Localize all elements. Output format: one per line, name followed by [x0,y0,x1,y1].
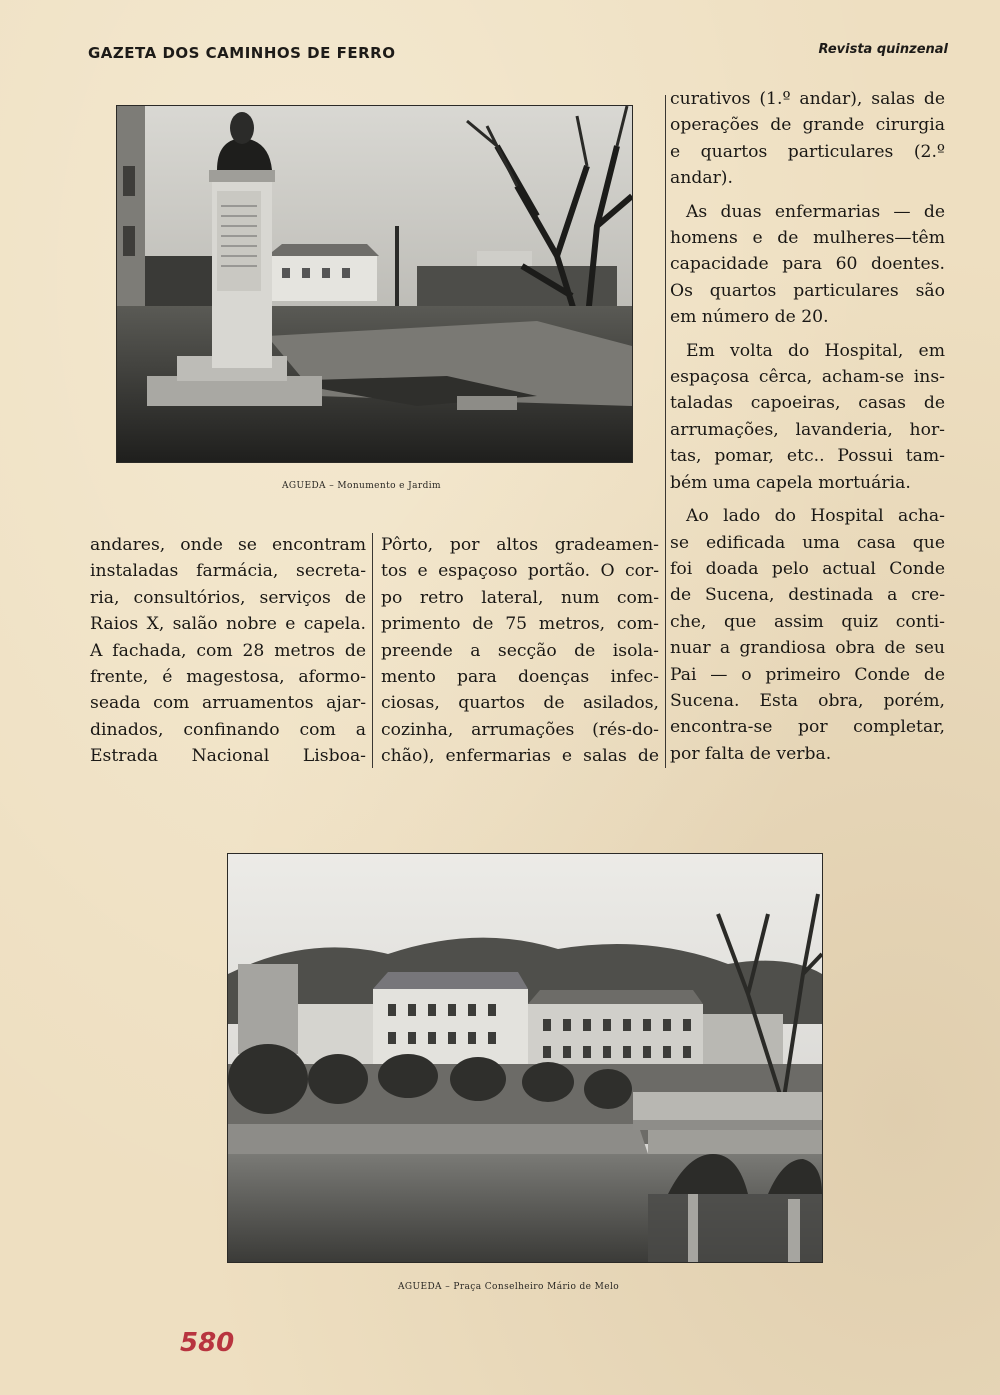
text-line: tos e espaçoso portão. O cor- [381,561,659,582]
text-line: foi doada pelo actual Conde [670,558,945,579]
text-line: As duas enfermarias — de [686,201,945,222]
text-line: curativos (1.º andar), salas de [670,89,945,109]
text-line: homens e de mulheres—têm [670,228,945,249]
text-line: Pôrto, por altos gradeamen- [381,535,659,555]
column-divider [372,533,373,768]
text-line: ciosas, quartos de asilados, [381,693,659,714]
monument-garden-photo [117,106,632,462]
text-line: cozinha, arrumações (rés-do- [381,719,659,740]
text-line: preende a secção de isola- [381,640,659,661]
text-line: po retro lateral, num com- [381,587,659,608]
magazine-subtitle: Revista quinzenal [818,42,948,57]
text-line: por falta de verba. [670,743,832,764]
text-line: e quartos particulares (2.º [670,141,945,162]
text-line: A fachada, com 28 metros de [90,640,366,661]
text-line: frente, é magestosa, aformo- [90,667,366,688]
text-line: andares, onde se encontram [90,535,366,555]
text-line: Em volta do Hospital, em [686,340,945,361]
text-line: nuar a grandiosa obra de seu [670,638,945,659]
text-line: Raios X, salão nobre e capela. [90,614,366,635]
bottom-photo-caption: AGUEDA – Praça Conselheiro Mário de Melo [398,1282,620,1292]
page-number: 580 [180,1328,235,1358]
magazine-title: GAZETA DOS CAMINHOS DE FERRO [88,44,396,62]
text-line: instaladas farmácia, secreta- [90,561,366,582]
text-line: dinados, confinando com a [90,719,366,740]
text-line: de Sucena, destinada a cre- [670,585,945,606]
text-line: Os quartos particulares são [670,280,945,301]
text-line: arrumações, lavanderia, hor- [670,419,945,440]
town-square-bridge-photo [228,854,822,1262]
text-line: Sucena. Esta obra, porém, [670,690,945,711]
text-line: Estrada Nacional Lisboa- [90,746,366,767]
text-line: capacidade para 60 doentes. [670,254,945,275]
text-line: primento de 75 metros, com- [381,614,659,635]
text-line: em número de 20. [670,307,829,328]
text-line: andar). [670,168,733,189]
text-line: che, que assim quiz conti- [670,611,945,632]
text-line: Pai — o primeiro Conde de [670,664,945,685]
text-line: chão), enfermarias e salas de [381,746,659,767]
top-photo-caption: AGUEDA – Monumento e Jardim [282,481,441,491]
text-line: mento para doenças infec- [381,667,659,688]
text-line: seada com arruamentos ajar- [90,693,366,714]
text-column-right [670,86,945,767]
text-line: espaçosa cêrca, acham-se ins- [670,367,945,388]
text-line: tas, pomar, etc.. Possui tam- [670,446,945,467]
text-line: bém uma capela mortuária. [670,472,911,493]
text-column-middle [381,532,659,770]
column-divider [665,95,666,768]
text-line: taladas capoeiras, casas de [670,393,945,414]
text-line: se edificada uma casa que [670,532,945,553]
text-line: operações de grande cirurgia [670,115,945,136]
text-column-left [90,532,366,770]
text-line: encontra-se por completar, [670,717,945,738]
text-line: Ao lado do Hospital acha- [686,506,945,527]
text-line: ria, consultórios, serviços de [90,587,366,608]
